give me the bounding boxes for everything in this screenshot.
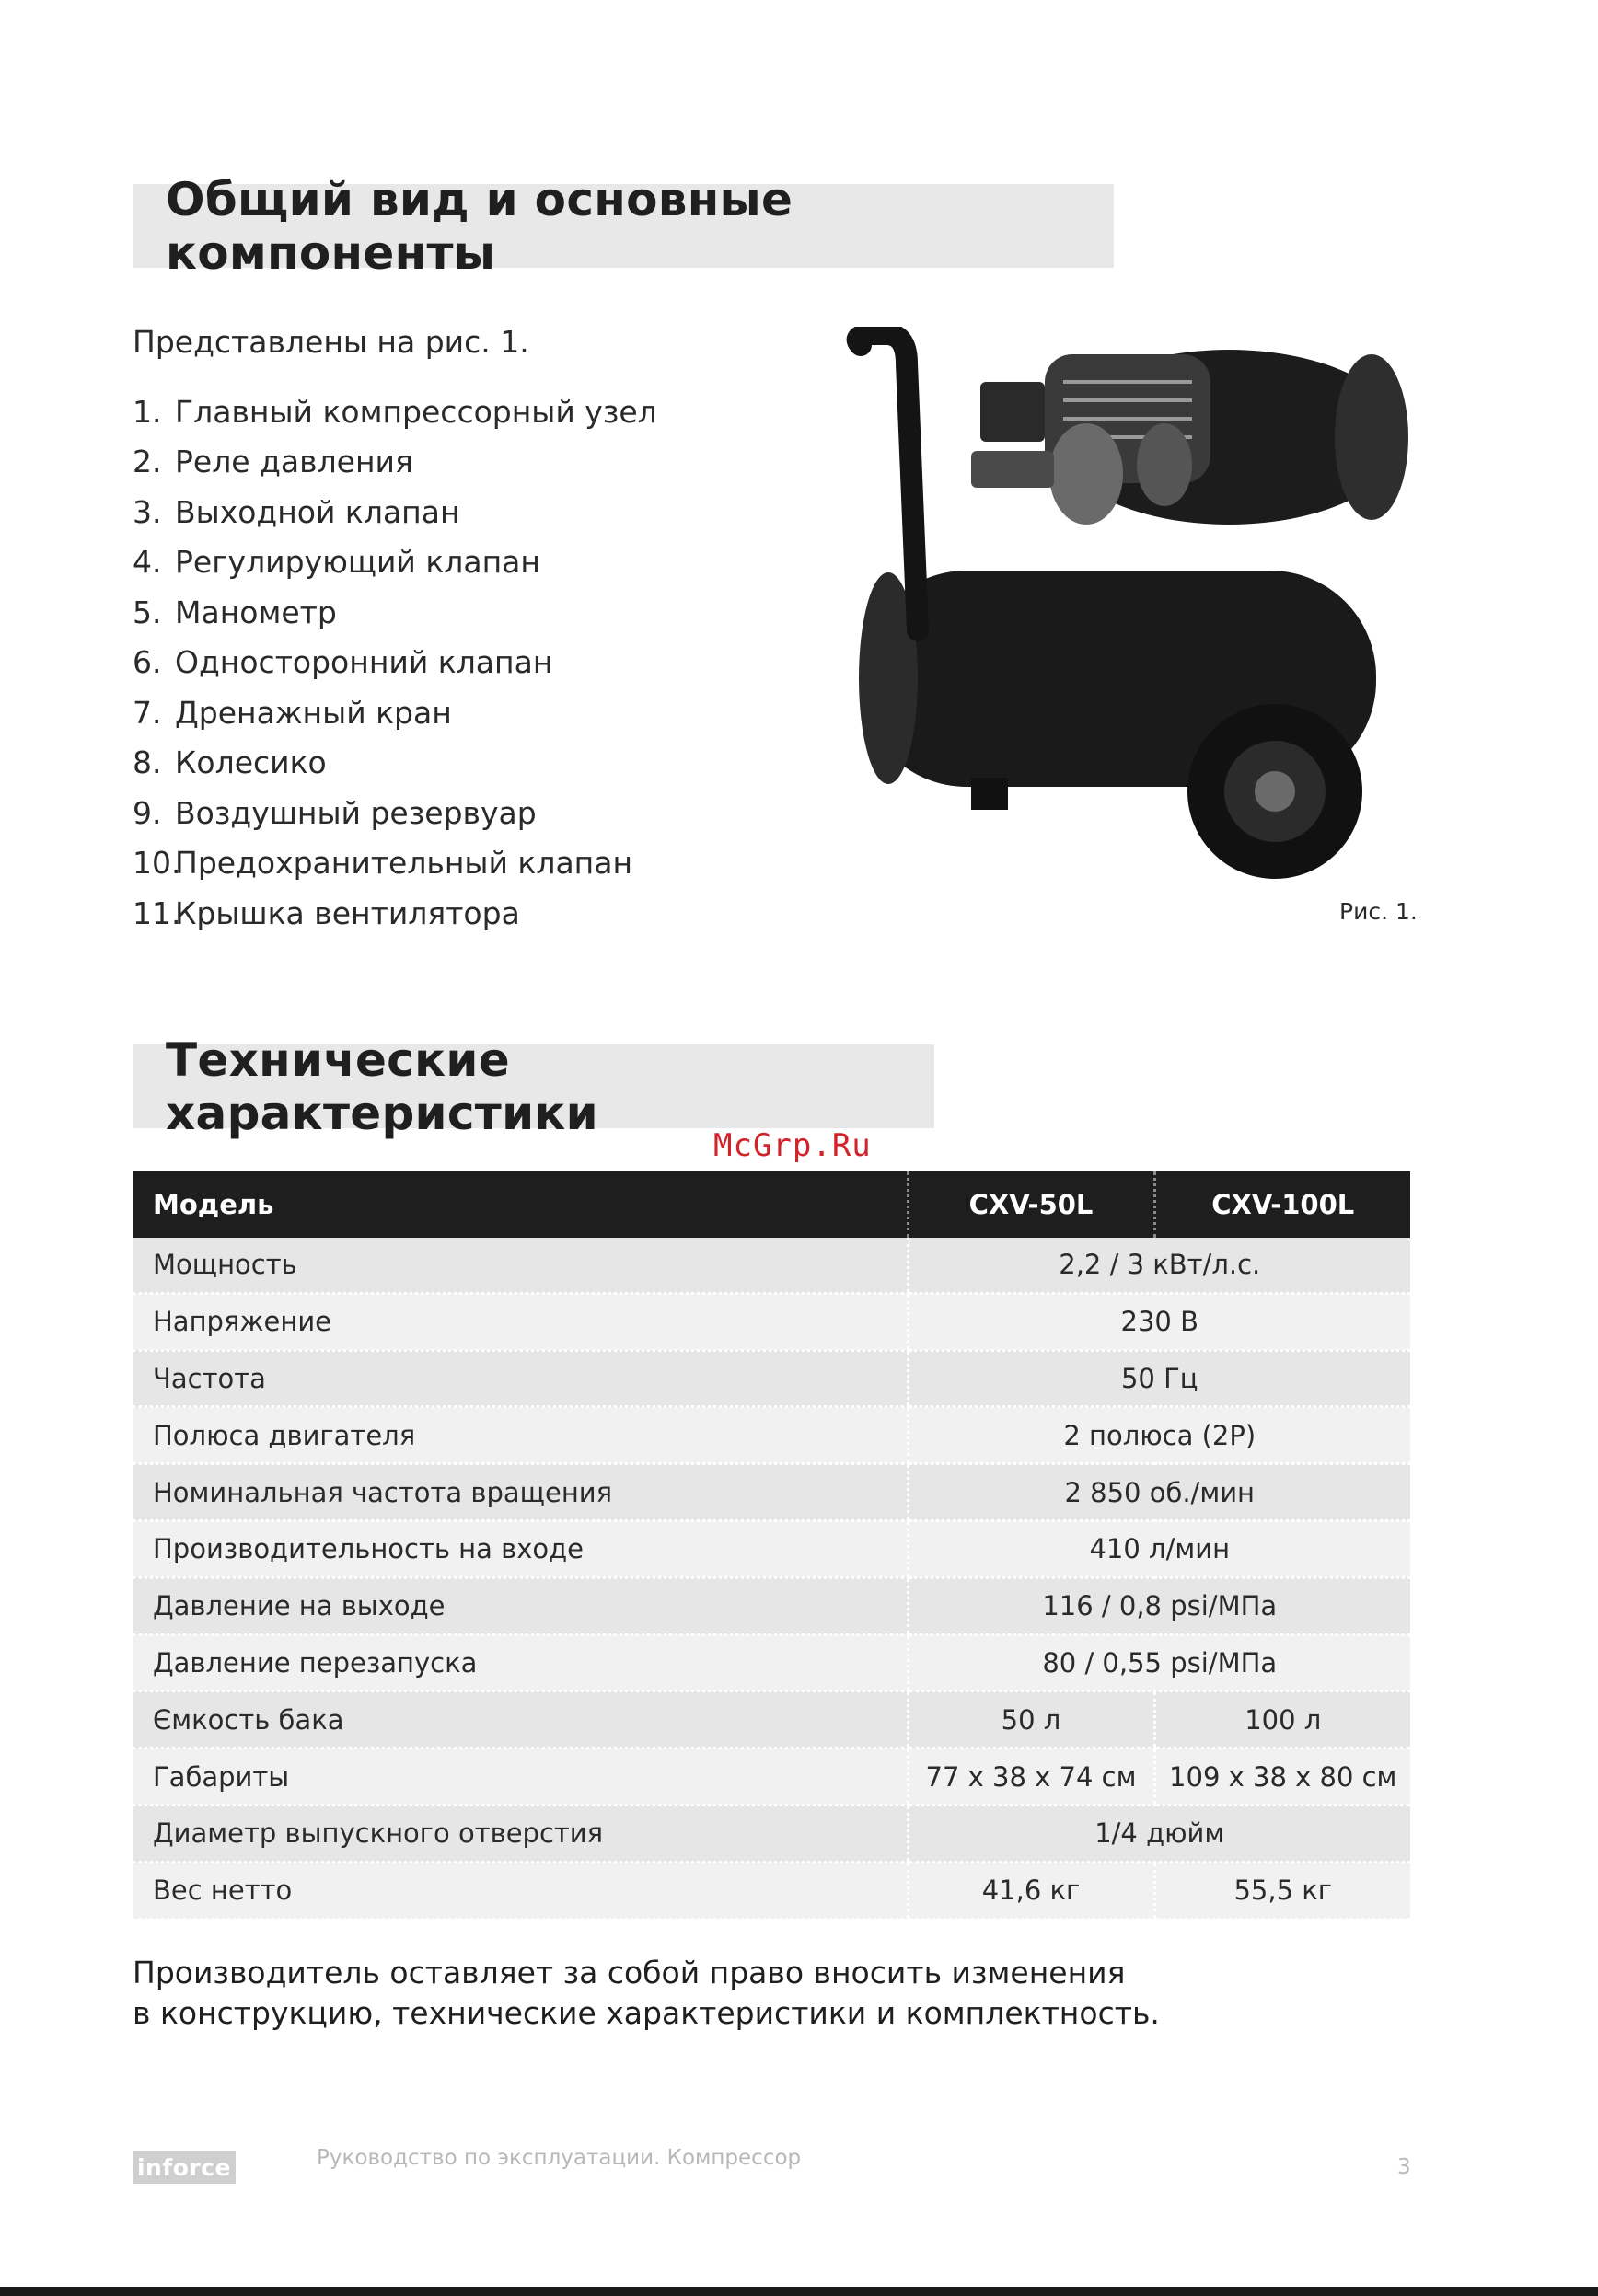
list-item-number: 5. <box>133 594 162 630</box>
list-item <box>133 487 657 537</box>
table-row <box>133 1862 1410 1919</box>
list-item <box>133 738 657 789</box>
list-item <box>133 537 657 588</box>
spec-name-cell: Частота <box>133 1350 908 1407</box>
spec-value-cell: 2 850 об./мин <box>908 1464 1410 1521</box>
spec-name-cell: Номинальная частота вращения <box>133 1464 908 1521</box>
spec-name-cell: Ємкость бака <box>133 1691 908 1748</box>
list-item <box>133 387 657 437</box>
list-item-number: 4. <box>133 544 162 581</box>
spec-name-cell: Полюса двигателя <box>133 1407 908 1464</box>
list-item <box>133 587 657 638</box>
list-item <box>133 838 657 889</box>
specs-table <box>133 1171 1410 1921</box>
table-row <box>133 1293 1410 1350</box>
spec-name-cell: Производительность на входе <box>133 1520 908 1577</box>
list-item-label: Выходной клапан <box>175 493 460 530</box>
list-item-label: Крышка вентилятора <box>175 894 520 931</box>
components-list <box>133 387 657 939</box>
spec-name-cell: Давление перезапуска <box>133 1634 908 1691</box>
footer-text: Руководство по эксплуатации. Компрессор <box>317 2146 802 2170</box>
list-item-number: 1. <box>133 393 162 430</box>
list-item-number: 11. <box>133 894 181 931</box>
spec-value-cell: 41,6 кг <box>908 1862 1154 1919</box>
spec-name-cell: Мощность <box>133 1238 908 1293</box>
list-item-label: Дренажный кран <box>175 694 452 731</box>
bottom-rule <box>0 2287 1598 2296</box>
list-item-number: 3. <box>133 493 162 530</box>
compressor-image <box>833 327 1422 897</box>
spec-value-cell: 109 x 38 x 80 см <box>1154 1748 1410 1806</box>
table-row <box>133 1464 1410 1521</box>
spec-value-cell: 1/4 дюйм <box>908 1805 1410 1862</box>
list-item-label: Главный компрессорный узел <box>175 393 657 430</box>
list-item <box>133 888 657 939</box>
table-row <box>133 1407 1410 1464</box>
spec-name-cell: Давление на выходе <box>133 1577 908 1634</box>
spec-value-cell: 2 полюса (2P) <box>908 1407 1410 1464</box>
section-title-specs: Технические характеристики <box>166 1033 598 1140</box>
list-item <box>133 788 657 838</box>
table-row <box>133 1691 1410 1748</box>
spec-value-cell: 55,5 кг <box>1154 1862 1410 1919</box>
list-item-label: Предохранительный клапан <box>175 845 633 882</box>
list-item <box>133 638 657 688</box>
table-row <box>133 1577 1410 1634</box>
spec-name-cell: Вес нетто <box>133 1862 908 1919</box>
disclaimer-note <box>133 1953 1160 2034</box>
list-item-label: Односторонний клапан <box>175 644 553 681</box>
header-model: Модель <box>133 1171 908 1238</box>
section-heading-bar <box>133 1033 934 1140</box>
list-item-number: 2. <box>133 444 162 480</box>
table-header-row <box>133 1171 1410 1238</box>
table-row <box>133 1634 1410 1691</box>
spec-name-cell: Напряжение <box>133 1293 908 1350</box>
spec-value-cell: 50 Гц <box>908 1350 1410 1407</box>
table-row <box>133 1520 1410 1577</box>
header-cxv-50l: CXV-50L <box>908 1171 1154 1238</box>
list-item-label: Регулирующий клапан <box>175 544 540 581</box>
list-item-label: Воздушный резервуар <box>175 794 537 831</box>
note-line: в конструкцию, технические характеристики и комплектность. <box>133 1995 1160 2031</box>
table-row <box>133 1805 1410 1862</box>
spec-value-cell: 116 / 0,8 psi/МПа <box>908 1577 1410 1634</box>
watermark: McGrp.Ru <box>713 1127 872 1164</box>
list-item-label: Реле давления <box>175 444 413 480</box>
brand-logo: inforce <box>133 2151 236 2184</box>
list-item-number: 6. <box>133 644 162 681</box>
list-item <box>133 687 657 738</box>
compressor-figure <box>833 327 1422 897</box>
list-item-number: 8. <box>133 744 162 781</box>
list-item-label: Колесико <box>175 744 327 781</box>
spec-value-cell: 50 л <box>908 1691 1154 1748</box>
page-number: 3 <box>1397 2155 1411 2179</box>
intro-text: Представлены на рис. 1. <box>133 324 529 360</box>
section-heading-bar <box>133 172 1114 280</box>
list-item-number: 7. <box>133 694 162 731</box>
note-line: Производитель оставляет за собой право вносить изменения <box>133 1955 1126 1990</box>
spec-value-cell: 2,2 / 3 кВт/л.с. <box>908 1238 1410 1293</box>
list-item <box>133 437 657 488</box>
table-row <box>133 1238 1410 1293</box>
section-title-overview: Общий вид и основные компоненты <box>166 172 793 280</box>
spec-value-cell: 77 x 38 x 74 см <box>908 1748 1154 1806</box>
spec-value-cell: 100 л <box>1154 1691 1410 1748</box>
spec-value-cell: 410 л/мин <box>908 1520 1410 1577</box>
table-row <box>133 1748 1410 1806</box>
table-row <box>133 1350 1410 1407</box>
spec-value-cell: 230 В <box>908 1293 1410 1350</box>
header-cxv-100l: CXV-100L <box>1154 1171 1410 1238</box>
list-item-number: 10. <box>133 845 181 882</box>
spec-name-cell: Габариты <box>133 1748 908 1806</box>
spec-value-cell: 80 / 0,55 psi/МПа <box>908 1634 1410 1691</box>
figure-caption: Рис. 1. <box>1339 898 1418 925</box>
list-item-number: 9. <box>133 794 162 831</box>
list-item-label: Манометр <box>175 594 337 630</box>
spec-name-cell: Диаметр выпускного отверстия <box>133 1805 908 1862</box>
